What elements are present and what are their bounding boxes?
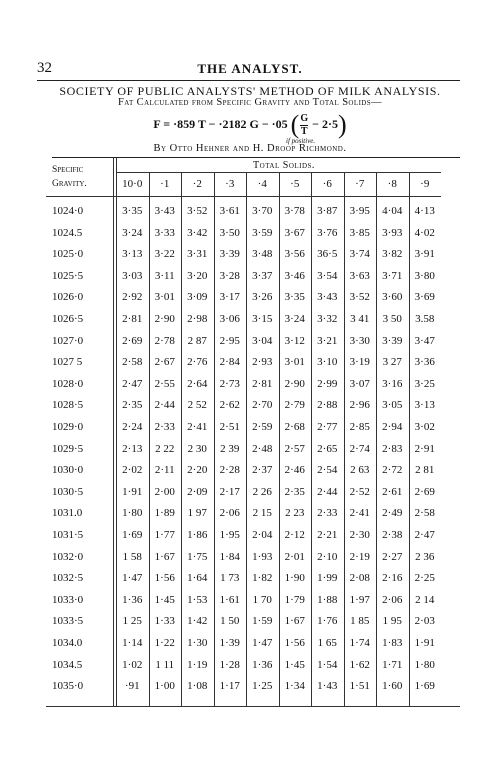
- table-cell: 1·91: [414, 637, 435, 649]
- table-cell: 3·03: [122, 269, 143, 282]
- table-cell: 2·47: [122, 377, 143, 390]
- table-cell: 2·84: [219, 356, 240, 369]
- table-cell: 1·56: [284, 637, 305, 649]
- table-cell: 3·67: [284, 226, 305, 239]
- table-cell: 3·78: [284, 205, 305, 217]
- table-cell: 1·34: [284, 680, 305, 693]
- table-cell: 3·22: [154, 248, 175, 261]
- table-cell: 2·92: [122, 291, 143, 304]
- table-cell: 3·12: [284, 334, 305, 347]
- table-cell: 3·26: [252, 291, 273, 304]
- table-cell: 3·91: [414, 248, 435, 261]
- table-cell: 3·33: [154, 226, 175, 239]
- table-cell: 1·53: [187, 593, 208, 606]
- table-cell: 3·47: [414, 334, 435, 347]
- table-cell: 2 36: [415, 550, 435, 563]
- table-cell: 1·69: [414, 680, 435, 693]
- column-header: 10·0: [122, 178, 143, 190]
- table-cell: 3·70: [252, 205, 273, 217]
- table-cell: 3·13: [122, 248, 143, 261]
- table-cell: 2·73: [219, 377, 240, 390]
- table-cell: 3·43: [317, 291, 338, 304]
- table-cell: 1·67: [154, 550, 175, 563]
- table-cell: 4·13: [414, 205, 435, 217]
- table-cell: 3·43: [154, 205, 175, 217]
- table-cell: 3·48: [252, 248, 273, 261]
- table-cell: 3·85: [349, 226, 370, 239]
- table-cell: 2·49: [382, 507, 403, 520]
- specific-gravity-cell: 1025·5: [52, 269, 84, 282]
- table-cell: 1·17: [219, 680, 240, 693]
- table-cell: 3·54: [317, 269, 338, 282]
- formula-note: if positive.: [286, 137, 316, 145]
- table-cell: 1·84: [219, 550, 240, 563]
- table-cell: 2·13: [122, 442, 143, 455]
- table-cell: 2·74: [349, 442, 370, 455]
- table-cell: 3·01: [154, 291, 175, 304]
- table-cell: 1 95: [382, 615, 402, 628]
- table-cell: 1·62: [349, 658, 370, 671]
- table-cell: 2·77: [317, 421, 338, 433]
- table-cell: 3·10: [317, 356, 338, 369]
- table-cell: 2·69: [414, 485, 435, 498]
- specific-gravity-cell: 1029·5: [52, 442, 84, 455]
- table-cell: 1 25: [122, 615, 142, 628]
- table-cell: 1·36: [252, 658, 273, 671]
- table-cell: 2·41: [349, 507, 370, 520]
- column-header: ·7: [355, 178, 365, 190]
- table-cell: 1·19: [187, 658, 208, 671]
- formula-fraction: [300, 113, 308, 138]
- table-cell: 2·00: [154, 485, 175, 498]
- table-cell: 2·58: [122, 356, 143, 369]
- table-cell: 2·21: [317, 529, 338, 541]
- table-cell: 3·80: [414, 269, 435, 282]
- header-rule: [46, 196, 441, 197]
- table-cell: 1·08: [187, 680, 208, 693]
- table-cell: 3·37: [252, 269, 273, 282]
- table-cell: 2·98: [187, 313, 208, 325]
- table-cell: 3 50: [382, 313, 402, 325]
- table-cell: 1·14: [122, 637, 143, 649]
- table-cell: 2·59: [252, 421, 273, 433]
- table-cell: 2·02: [122, 464, 143, 477]
- table-cell: 1·91: [122, 485, 143, 498]
- table-cell: 3·82: [382, 248, 403, 261]
- table-cell: 1·80: [122, 507, 143, 520]
- table-cell: 2·64: [187, 377, 208, 390]
- table-cell: 2·68: [284, 421, 305, 433]
- table-cell: 1·80: [414, 658, 435, 671]
- table-cell: 2·69: [122, 334, 143, 347]
- table-cell: 3·42: [187, 226, 208, 239]
- table-cell: 3·31: [187, 248, 208, 261]
- table-cell: 2 87: [187, 334, 207, 347]
- table-cell: 2·58: [414, 507, 435, 520]
- specific-gravity-cell: 1024·0: [52, 205, 84, 217]
- column-header: ·1: [160, 178, 170, 190]
- table-cell: 2·44: [317, 485, 338, 498]
- specific-gravity-cell: 1032·0: [52, 550, 84, 563]
- table-cell: 3·06: [219, 313, 240, 325]
- table-cell: 3 41: [350, 313, 370, 325]
- table-cell: 2·11: [154, 464, 175, 477]
- table-cell: 1·33: [154, 615, 175, 628]
- table-cell: 3·36: [414, 356, 435, 369]
- table-cell: 4·02: [414, 226, 435, 239]
- table-cell: 1·56: [154, 572, 175, 585]
- table-cell: 2·93: [252, 356, 273, 369]
- table-cell: 1 50: [220, 615, 240, 628]
- table-cell: 2·27: [382, 550, 403, 563]
- table-cell: 2·03: [414, 615, 435, 628]
- column-header: ·5: [290, 178, 300, 190]
- table-cell: 1·74: [349, 637, 370, 649]
- table-cell: 3·61: [219, 205, 240, 217]
- table-cell: 3·05: [382, 399, 403, 412]
- table-cell: 1·60: [382, 680, 403, 693]
- table-cell: 1 58: [122, 550, 142, 563]
- table-cell: 3·60: [382, 291, 403, 304]
- table-cell: 3·15: [252, 313, 273, 325]
- table-cell: 1·42: [187, 615, 208, 628]
- table-cell: 1·02: [122, 658, 143, 671]
- journal-title: THE ANALYST.: [197, 61, 303, 76]
- specific-gravity-cell: 1034.0: [52, 637, 83, 649]
- table-cell: 1 70: [252, 593, 272, 606]
- table-cell: 2·48: [252, 442, 273, 455]
- table-cell: 1·43: [317, 680, 338, 693]
- table-cell: 1·75: [187, 550, 208, 563]
- table-cell: 2·91: [414, 442, 435, 455]
- table-cell: 3·30: [349, 334, 370, 347]
- table-cell: 1·22: [154, 637, 175, 649]
- table-cell: 1 65: [317, 637, 337, 649]
- specific-gravity-cell: 1034.5: [52, 658, 83, 671]
- table-cell: 1·82: [252, 572, 273, 585]
- table-cell: 2·10: [317, 550, 338, 563]
- table-cell: 1·79: [284, 593, 305, 606]
- table-cell: 3·39: [382, 334, 403, 347]
- table-cell: 2·65: [317, 442, 338, 455]
- table-cell: 3·13: [414, 399, 435, 412]
- table-cell: 2·70: [252, 399, 273, 412]
- table-cell: 2 52: [187, 399, 207, 412]
- formula: [0, 110, 500, 140]
- table-cell: 1·36: [122, 593, 143, 606]
- table-cell: 3·74: [349, 248, 370, 261]
- table-cell: 3·59: [252, 226, 273, 239]
- document-title: SOCIETY OF PUBLIC ANALYSTS' METHOD OF MILK ANALYSIS.: [59, 84, 441, 98]
- table-cell: 3·11: [154, 269, 175, 282]
- table-cell: 2·44: [154, 399, 175, 412]
- table-cell: 3·04: [252, 334, 273, 347]
- table-cell: 2·04: [252, 529, 273, 541]
- table-cell: 1·28: [219, 658, 240, 671]
- table-cell: 2·76: [187, 356, 208, 369]
- table-cell: ·91: [124, 680, 140, 693]
- table-cell: 2·12: [284, 529, 305, 541]
- specific-gravity-cell: 1027 5: [52, 356, 83, 369]
- table-cell: 2·30: [349, 529, 370, 541]
- table-cell: 1·47: [252, 637, 273, 649]
- table-cell: 2·52: [349, 485, 370, 498]
- close-paren: ): [337, 110, 347, 139]
- table-cell: 3·24: [284, 313, 305, 325]
- table-cell: 3·21: [317, 334, 338, 347]
- table-cell: 3·76: [317, 226, 338, 239]
- table-cell: 3 27: [382, 356, 402, 369]
- table-cell: 1 85: [350, 615, 370, 628]
- table-cell: 2·19: [349, 550, 370, 563]
- specific-gravity-cell: 1031·5: [52, 529, 84, 541]
- table-cell: 2·95: [219, 334, 240, 347]
- table-cell: 1·51: [349, 680, 370, 693]
- specific-gravity-cell: 1033·5: [52, 615, 84, 628]
- table-cell: 2 30: [187, 442, 207, 455]
- table-cell: 2·61: [382, 485, 403, 498]
- table-cell: 2·06: [219, 507, 240, 520]
- header-rule: [37, 80, 460, 81]
- table-cell: 2·33: [317, 507, 338, 520]
- table-cell: 2·55: [154, 377, 175, 390]
- column-group-header: Total Solids.: [253, 160, 315, 171]
- table-cell: 2·78: [154, 334, 175, 347]
- table-cell: 3·32: [317, 313, 338, 325]
- table-cell: 1·88: [317, 593, 338, 606]
- table-cell: 1·71: [382, 658, 403, 671]
- table-cell: 3·95: [349, 205, 370, 217]
- table-cell: 2·57: [284, 442, 305, 455]
- table-cell: 3·09: [187, 291, 208, 304]
- table-cell: 3·19: [349, 356, 370, 369]
- table-cell: 2·99: [317, 377, 338, 390]
- formula-numerator: G: [300, 112, 309, 124]
- table-cell: 1·90: [284, 572, 305, 585]
- divider-line: [113, 158, 114, 706]
- table-cell: 3·35: [122, 205, 143, 217]
- table-cell: 3.58: [415, 313, 435, 325]
- table-cell: 3·71: [382, 269, 403, 282]
- table-cell: 2·09: [187, 485, 208, 498]
- table-cell: 3·46: [284, 269, 305, 282]
- table-cell: 2·08: [349, 572, 370, 585]
- table-cell: 1·99: [317, 572, 338, 585]
- table-cell: 2·35: [122, 399, 143, 412]
- specific-gravity-cell: 1026·0: [52, 291, 84, 304]
- table-cell: 2 63: [350, 464, 370, 477]
- table-cell: 2·38: [382, 529, 403, 541]
- table-cell: 3·93: [382, 226, 403, 239]
- table-cell: 2·01: [284, 550, 305, 563]
- table-cell: 3·87: [317, 205, 338, 217]
- row-header: Specific Gravity.: [52, 165, 87, 189]
- table-cell: 3·20: [187, 269, 208, 282]
- table-cell: 1·61: [219, 593, 240, 606]
- table-cell: 2·94: [382, 421, 403, 433]
- table-cell: 1·39: [219, 637, 240, 649]
- table-cell: 2·81: [252, 377, 273, 390]
- formula-lhs: F = ·859 T − ·2182 G − ·05: [153, 116, 288, 131]
- table-cell: 2·16: [382, 572, 403, 585]
- table-cell: 2 22: [155, 442, 175, 455]
- formula-denominator: T: [300, 125, 308, 137]
- specific-gravity-cell: 1028·0: [52, 377, 84, 390]
- table-cell: 1·89: [154, 507, 175, 520]
- table-cell: 2·67: [154, 356, 175, 369]
- table-cell: 2·06: [382, 593, 403, 606]
- table-cell: 2·37: [252, 464, 273, 477]
- table-cell: 1·45: [154, 593, 175, 606]
- specific-gravity-cell: 1029·0: [52, 421, 84, 433]
- table-cell: 2·35: [284, 485, 305, 498]
- column-header: ·4: [257, 178, 267, 190]
- table-cell: 1·83: [382, 637, 403, 649]
- table-cell: 2·72: [382, 464, 403, 477]
- table-cell: 1·76: [317, 615, 338, 628]
- table-cell: 4·04: [382, 205, 403, 217]
- table-cell: 2·54: [317, 464, 338, 477]
- table-cell: 1·64: [187, 572, 208, 585]
- column-header: ·8: [387, 178, 397, 190]
- table-cell: 1·93: [252, 550, 273, 563]
- table-cell: 1·30: [187, 637, 208, 649]
- open-paren: (: [290, 110, 300, 139]
- table-cell: 3·69: [414, 291, 435, 304]
- table-cell: 2·41: [187, 421, 208, 433]
- table-cell: 3·02: [414, 421, 435, 433]
- bottom-rule: [46, 706, 460, 707]
- table-cell: 2·62: [219, 399, 240, 412]
- table-cell: 2·51: [219, 421, 240, 433]
- formula-tail: − 2·5: [312, 116, 338, 131]
- column-header: ·9: [420, 178, 430, 190]
- table-cell: 1·59: [252, 615, 273, 628]
- table-cell: 2·47: [414, 529, 435, 541]
- table-cell: 2·90: [154, 313, 175, 325]
- table-cell: 2·17: [219, 485, 240, 498]
- table-cell: 3·52: [349, 291, 370, 304]
- table-cell: 1·54: [317, 658, 338, 671]
- table-cell: 3·28: [219, 269, 240, 282]
- table-cell: 36·5: [317, 248, 338, 261]
- table-cell: 2 23: [285, 507, 305, 520]
- document-subtitle: Fat Calculated from Specific Gravity and Total Solids—: [118, 97, 382, 108]
- column-header: ·2: [192, 178, 202, 190]
- table-cell: 2·79: [284, 399, 305, 412]
- page-number: 32: [37, 60, 52, 76]
- table-cell: 3·50: [219, 226, 240, 239]
- table-cell: 2·46: [284, 464, 305, 477]
- specific-gravity-cell: 1032·5: [52, 572, 84, 585]
- table-cell: 2·96: [349, 399, 370, 412]
- table-cell: 2·28: [219, 464, 240, 477]
- table-cell: 3·25: [414, 377, 435, 390]
- column-header: ·3: [225, 178, 235, 190]
- table-cell: 1·86: [187, 529, 208, 541]
- table-cell: 1·97: [349, 593, 370, 606]
- specific-gravity-cell: 1028·5: [52, 399, 84, 412]
- table-cell: 3·17: [219, 291, 240, 304]
- table-cell: 2 14: [415, 593, 435, 606]
- table-cell: 3·16: [382, 377, 403, 390]
- table-cell: 3·56: [284, 248, 305, 261]
- table-cell: 1·95: [219, 529, 240, 541]
- table-cell: 1·45: [284, 658, 305, 671]
- table-cell: 1·69: [122, 529, 143, 541]
- specific-gravity-cell: 1031.0: [52, 507, 83, 520]
- table-cell: 1·00: [154, 680, 175, 693]
- table-cell: 2·83: [382, 442, 403, 455]
- specific-gravity-cell: 1024.5: [52, 226, 83, 239]
- table-cell: 1·25: [252, 680, 273, 693]
- table-cell: 3·39: [219, 248, 240, 261]
- specific-gravity-cell: 1025·0: [52, 248, 84, 261]
- table-cell: 2·90: [284, 377, 305, 390]
- column-header: ·6: [322, 178, 332, 190]
- table-cell: 3·63: [349, 269, 370, 282]
- table-cell: 2·88: [317, 399, 338, 412]
- specific-gravity-cell: 1033·0: [52, 593, 84, 606]
- specific-gravity-cell: 1030·5: [52, 485, 84, 498]
- table-cell: 1 73: [220, 572, 240, 585]
- table-cell: 2 26: [252, 485, 272, 498]
- specific-gravity-cell: 1030·0: [52, 464, 84, 477]
- table-cell: 2 15: [252, 507, 272, 520]
- specific-gravity-cell: 1026·5: [52, 313, 84, 325]
- table-cell: 3·52: [187, 205, 208, 217]
- table-cell: 2·24: [122, 421, 143, 433]
- table-cell: 1 97: [187, 507, 207, 520]
- authors-line: By Otto Hehner and H. Droop Richmond.: [153, 143, 347, 154]
- table-cell: 2·85: [349, 421, 370, 433]
- table-cell: 2·81: [122, 313, 143, 325]
- table-cell: 1·77: [154, 529, 175, 541]
- specific-gravity-cell: 1027·0: [52, 334, 84, 347]
- table-cell: 1·47: [122, 572, 143, 585]
- specific-gravity-cell: 1035·0: [52, 680, 84, 693]
- table-cell: 3·01: [284, 356, 305, 369]
- table-cell: 3·24: [122, 226, 143, 239]
- table-cell: 3·07: [349, 377, 370, 390]
- table-cell: 2·25: [414, 572, 435, 585]
- table-cell: 1·67: [284, 615, 305, 628]
- table-cell: 2 39: [220, 442, 240, 455]
- table-cell: 2 81: [415, 464, 435, 477]
- table-cell: 2·20: [187, 464, 208, 477]
- table-cell: 1 11: [155, 658, 175, 671]
- table-cell: 3·35: [284, 291, 305, 304]
- table-cell: 2·33: [154, 421, 175, 433]
